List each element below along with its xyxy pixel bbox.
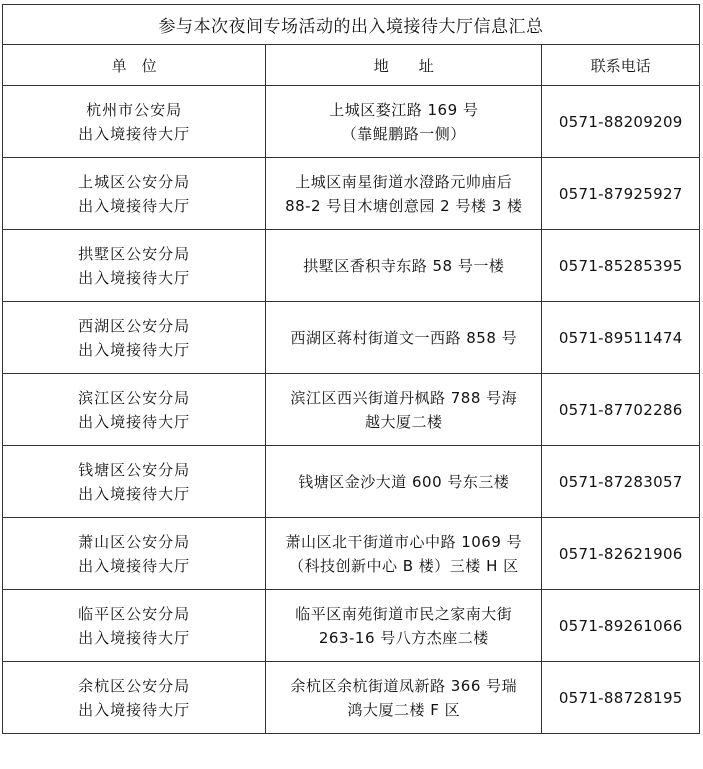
address-line: 88-2 号目木塘创意园 2 号楼 3 楼 — [285, 196, 523, 215]
address-cell — [266, 518, 542, 590]
address-cell — [266, 158, 542, 230]
unit-name: 萧山区公安分局 — [78, 532, 191, 551]
address-cell — [266, 302, 542, 374]
header-phone: 联系电话 — [542, 45, 700, 86]
unit-name: 钱塘区公安分局 — [78, 460, 191, 479]
unit-hall: 出入境接待大厅 — [78, 124, 191, 143]
unit-cell — [3, 374, 266, 446]
address-line: 鸿大厦二楼 F 区 — [347, 700, 461, 719]
unit-name: 滨江区公安分局 — [78, 388, 191, 407]
unit-name: 临平区公安分局 — [78, 604, 191, 623]
address-cell — [266, 662, 542, 734]
unit-cell — [3, 518, 266, 590]
table-row — [3, 302, 700, 374]
address-cell — [266, 446, 542, 518]
phone-cell: 0571-87283057 — [542, 446, 700, 518]
unit-cell — [3, 86, 266, 158]
address-line: 临平区南苑街道市民之家南大街 — [295, 604, 513, 623]
unit-hall: 出入境接待大厅 — [78, 556, 191, 575]
address-line: 钱塘区金沙大道 600 号东三楼 — [298, 472, 510, 491]
unit-hall: 出入境接待大厅 — [78, 196, 191, 215]
address-line: 越大厦二楼 — [365, 412, 443, 431]
unit-hall: 出入境接待大厅 — [78, 628, 191, 647]
unit-hall: 出入境接待大厅 — [78, 700, 191, 719]
phone-cell: 0571-88209209 — [542, 86, 700, 158]
table-row — [3, 518, 700, 590]
table-row — [3, 446, 700, 518]
header-unit: 单 位 — [3, 45, 266, 86]
unit-name: 杭州市公安局 — [86, 100, 183, 119]
table-row — [3, 86, 700, 158]
title-row — [3, 5, 700, 45]
phone-cell: 0571-87925927 — [542, 158, 700, 230]
address-cell — [266, 374, 542, 446]
table-row — [3, 158, 700, 230]
address-cell — [266, 230, 542, 302]
unit-cell — [3, 662, 266, 734]
phone-cell: 0571-89511474 — [542, 302, 700, 374]
unit-hall: 出入境接待大厅 — [78, 412, 191, 431]
unit-name: 拱墅区公安分局 — [78, 244, 191, 263]
phone-cell: 0571-85285395 — [542, 230, 700, 302]
phone-cell: 0571-82621906 — [542, 518, 700, 590]
address-line: 滨江区西兴街道丹枫路 788 号海 — [290, 388, 518, 407]
address-line: 上城区南星街道水澄路元帅庙后 — [295, 172, 513, 191]
table-row — [3, 590, 700, 662]
address-line: （科技创新中心 B 楼）三楼 H 区 — [288, 556, 519, 575]
phone-cell: 0571-87702286 — [542, 374, 700, 446]
table-row — [3, 374, 700, 446]
header-address: 地 址 — [266, 45, 542, 86]
address-line: 拱墅区香积寺东路 58 号一楼 — [303, 256, 505, 275]
address-line: （靠鲲鹏路一侧） — [341, 124, 466, 143]
table-row — [3, 230, 700, 302]
unit-name: 西湖区公安分局 — [78, 316, 191, 335]
header-row — [3, 45, 700, 86]
unit-name: 上城区公安分局 — [78, 172, 191, 191]
info-table — [2, 4, 700, 734]
table-row — [3, 662, 700, 734]
address-line: 萧山区北干街道市心中路 1069 号 — [285, 532, 523, 551]
address-line: 西湖区蒋村街道文一西路 858 号 — [290, 328, 518, 347]
unit-cell — [3, 590, 266, 662]
unit-hall: 出入境接待大厅 — [78, 340, 191, 359]
unit-hall: 出入境接待大厅 — [78, 484, 191, 503]
unit-cell — [3, 158, 266, 230]
unit-cell — [3, 446, 266, 518]
address-cell — [266, 590, 542, 662]
address-line: 263-16 号八方杰座二楼 — [318, 628, 489, 647]
unit-cell — [3, 230, 266, 302]
address-cell — [266, 86, 542, 158]
phone-cell: 0571-89261066 — [542, 590, 700, 662]
phone-cell: 0571-88728195 — [542, 662, 700, 734]
table-title: 参与本次夜间专场活动的出入境接待大厅信息汇总 — [3, 5, 700, 45]
address-line: 上城区婺江路 169 号 — [329, 100, 479, 119]
address-line: 余杭区余杭街道凤新路 366 号瑞 — [290, 676, 518, 695]
unit-name: 余杭区公安分局 — [78, 676, 191, 695]
unit-hall: 出入境接待大厅 — [78, 268, 191, 287]
unit-cell — [3, 302, 266, 374]
